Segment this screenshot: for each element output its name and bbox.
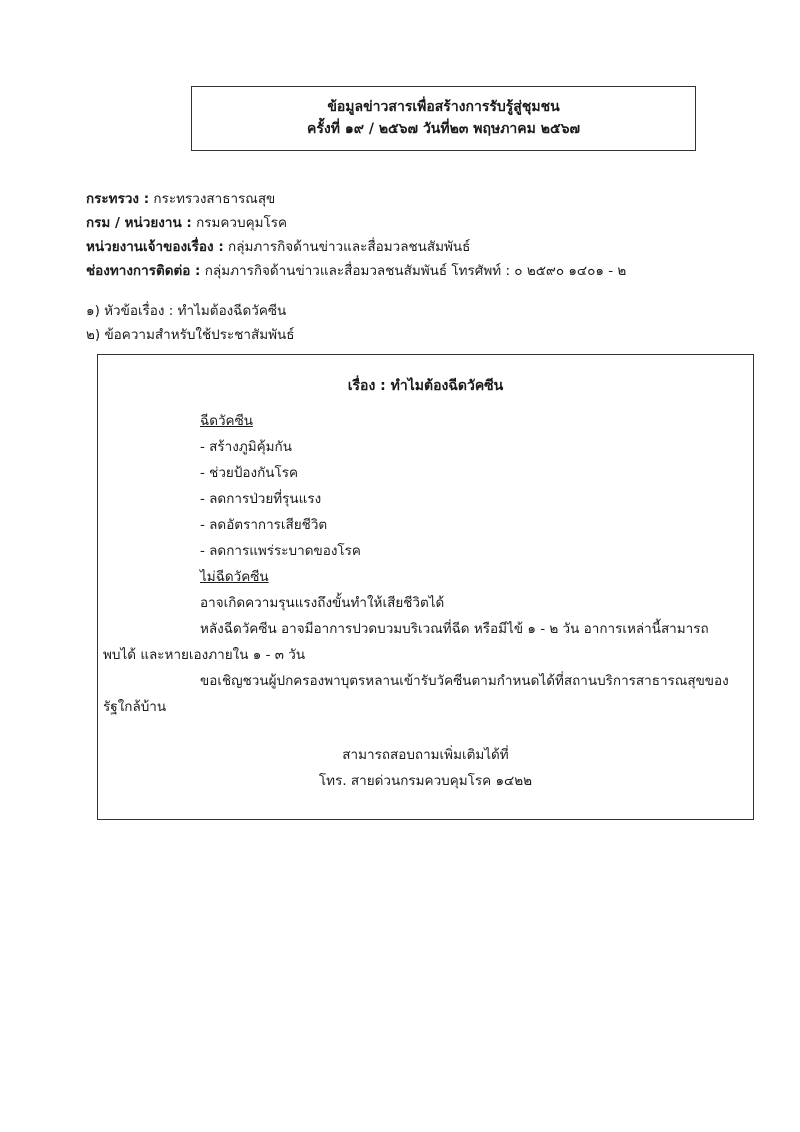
contact-label: ช่องทางการติดต่อ : bbox=[86, 263, 201, 279]
benefit-item: - ลดอัตราการเสียชีวิต bbox=[200, 517, 328, 533]
benefit-item: - ลดการป่วยที่รุนแรง bbox=[200, 491, 322, 507]
contact-value: กลุ่มภารกิจด้านข่าวและสื่อมวลชนสัมพันธ์ โทรศัพท์ : ๐ ๒๕๙๐ ๑๔๐๑ - ๒ bbox=[204, 263, 627, 279]
content-box bbox=[97, 354, 754, 820]
after-vaccine-line1: หลังฉีดวัคซีน อาจมีอาการปวดบวมบริเวณที่ฉีด หรือมีไข้ ๑ - ๒ วัน อาการเหล่านี้สามารถ bbox=[200, 621, 709, 637]
item-message: ๒) ข้อความสำหรับใช้ประชาสัมพันธ์ bbox=[86, 327, 295, 343]
contact-row bbox=[86, 262, 626, 280]
no-vaccine-heading: ไม่ฉีดวัคซีน bbox=[200, 569, 269, 585]
header-title: ข้อมูลข่าวสารเพื่อสร้างการรับรู้สู่ชุมชน bbox=[327, 99, 560, 115]
vaccinate-heading: ฉีดวัคซีน bbox=[200, 413, 253, 429]
inquiry-line1: สามารถสอบถามเพิ่มเติมได้ที่ bbox=[342, 747, 509, 763]
department-label: กรม / หน่วยงาน : bbox=[86, 215, 192, 231]
department-row bbox=[86, 214, 287, 232]
owner-value: กลุ่มภารกิจด้านข่าวและสื่อมวลชนสัมพันธ์ bbox=[228, 239, 471, 255]
invite-line1: ขอเชิญชวนผู้ปกครองพาบุตรหลานเข้ารับวัคซีนตามกำหนดได้ที่สถานบริการสาธารณสุขของ bbox=[200, 673, 729, 689]
department-value: กรมควบคุมโรค bbox=[196, 215, 288, 231]
owner-row bbox=[86, 238, 470, 256]
item-topic: ๑) หัวข้อเรื่อง : ทำไมต้องฉีดวัคซีน bbox=[86, 303, 287, 319]
no-vaccine-text: อาจเกิดความรุนแรงถึงขั้นทำให้เสียชีวิตได้ bbox=[200, 595, 445, 611]
header-box bbox=[191, 86, 696, 151]
ministry-label: กระทรวง : bbox=[86, 191, 150, 207]
benefit-item: - สร้างภูมิคุ้มกัน bbox=[200, 439, 292, 455]
inquiry-hotline: โทร. สายด่วนกรมควบคุมโรค ๑๔๒๒ bbox=[318, 773, 533, 789]
benefit-item: - ลดการแพร่ระบาดของโรค bbox=[200, 543, 361, 559]
header-issue-date: ครั้งที่ ๑๙ / ๒๕๖๗ วันที่๒๓ พฤษภาคม ๒๕๖๗ bbox=[307, 121, 580, 137]
benefit-item: - ช่วยป้องกันโรค bbox=[200, 465, 299, 481]
after-vaccine-line2: พบได้ และหายเองภายใน ๑ - ๓ วัน bbox=[103, 647, 306, 663]
owner-label: หน่วยงานเจ้าของเรื่อง : bbox=[86, 239, 224, 255]
ministry-value: กระทรวงสาธารณสุข bbox=[153, 191, 276, 207]
invite-line2: รัฐใกล้บ้าน bbox=[103, 699, 167, 715]
content-title: เรื่อง : ทำไมต้องฉีดวัคซีน bbox=[347, 378, 504, 394]
ministry-row bbox=[86, 190, 275, 208]
